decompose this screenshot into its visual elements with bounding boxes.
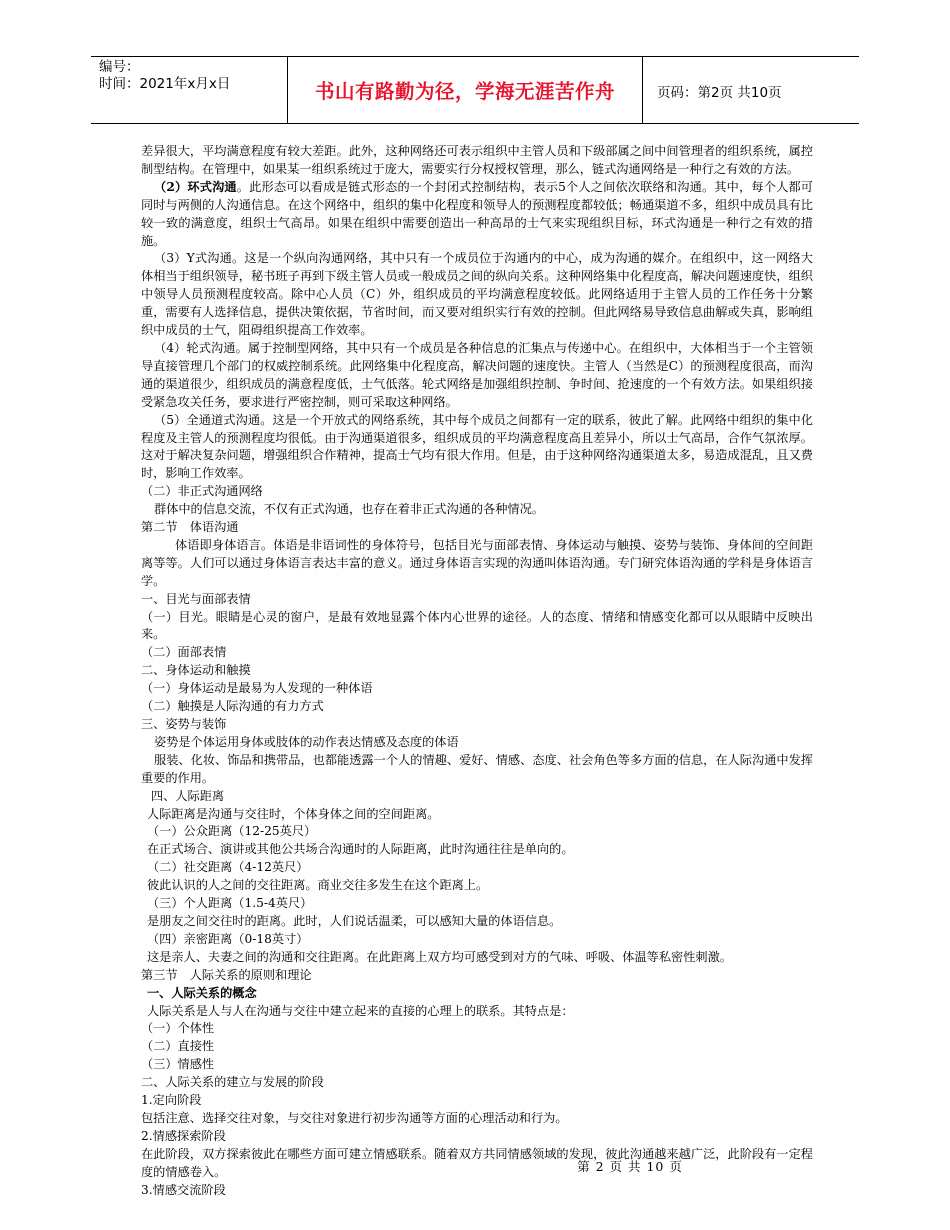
paragraph-text: （一）个体性: [141, 1021, 215, 1036]
paragraph-text: 群体中的信息交流，不仅有正式沟通，也存在着非正式沟通的各种情况。: [154, 502, 544, 517]
paragraph-text: 1.定向阶段: [141, 1093, 202, 1108]
paragraph-text: 二、人际关系的建立与发展的阶段: [141, 1075, 324, 1090]
body-paragraph: [141, 591, 813, 609]
body-paragraph: [141, 179, 813, 251]
paragraph-text: （三）情感性: [141, 1057, 215, 1072]
body-paragraph: [141, 823, 813, 841]
paragraph-lead: （2）环式沟通: [154, 179, 237, 194]
document-number-label: 编号：: [99, 59, 140, 75]
body-paragraph: [141, 734, 813, 752]
paragraph-text: 2.情感探索阶段: [141, 1128, 226, 1143]
paragraph-text: 在此阶段，双方探索彼此在哪些方面可建立情感联系。随着双方共同情感领域的发现，彼此沟通越来越广泛，此阶段有一定程度的情感卷入。: [141, 1146, 813, 1179]
body-paragraph: [141, 644, 813, 662]
body-paragraph: [141, 340, 813, 412]
body-paragraph: [141, 841, 813, 859]
body-paragraph: [141, 250, 813, 340]
paragraph-text: （一）目光。眼睛是心灵的窗户，是最有效地显露个体内心世界的途径。人的态度、情绪和情感变化都可以从眼睛中反映出来。: [141, 609, 813, 642]
paragraph-text: （二）直接性: [141, 1039, 215, 1054]
paragraph-text: 人际距离是沟通与交往时，个体身体之间的空间距离。: [147, 806, 440, 821]
body-paragraph: [141, 537, 813, 591]
body-paragraph: [141, 967, 813, 985]
paragraph-text: 人际关系是人与人在沟通与交往中建立起来的直接的心理上的联系。其特点是：: [147, 1003, 574, 1018]
body-paragraph: [141, 501, 813, 519]
body-paragraph: [141, 143, 813, 179]
body-paragraph: [141, 680, 813, 698]
body-paragraph: [141, 609, 813, 645]
body-paragraph: [141, 1003, 813, 1021]
body-paragraph: [141, 1110, 813, 1128]
paragraph-text: 彼此认识的人之间的交往距离。商业交往多发生在这个距离上。: [147, 878, 489, 893]
body-paragraph: [141, 913, 813, 931]
paragraph-text: 。此形态可以看成是链式形态的一个封闭式控制结构，表示5个人之间依次联络和沟通。其中，每个人都可同时与两侧的人沟通信息。在这个网络中，组织的集中化程度和领导人的预测程度都较低；畅通渠道不多，组织中成员具有比较一致的满意度，组织士气高昂。如果在组织中需要创造出一种高昂的士气来实现组织目标，环式沟通是一种行之有效的措施。: [141, 179, 813, 248]
body-paragraph: [141, 877, 813, 895]
paragraph-text: 第三节 人际关系的原则和理论: [141, 967, 312, 982]
body-paragraph: [141, 895, 813, 913]
paragraph-text: 包括注意、选择交往对象，与交往对象进行初步沟通等方面的心理活动和行为。: [141, 1110, 568, 1125]
body-paragraph: [141, 985, 813, 1003]
body-paragraph: [141, 1056, 813, 1074]
body-paragraph: [141, 662, 813, 680]
paragraph-text: 服装、化妆、饰品和携带品，也都能透露一个人的情趣、爱好、情感、态度、社会角色等多方面的信息，在人际沟通中发挥重要的作用。: [141, 752, 813, 785]
body-paragraph: [141, 1128, 813, 1146]
paragraph-text: 在正式场合、演讲或其他公共场合沟通时的人际距离，此时沟通往往是单向的。: [147, 842, 574, 857]
page-header: [91, 56, 859, 124]
body-paragraph: [141, 716, 813, 734]
paragraph-text: （二）触摸是人际沟通的有力方式: [141, 699, 324, 714]
paragraph-text: 第二节 体语沟通: [141, 520, 239, 535]
paragraph-text: 一、目光与面部表情: [141, 591, 251, 606]
body-paragraph: [141, 1092, 813, 1110]
body-paragraph: [141, 483, 813, 501]
body-paragraph: [141, 1038, 813, 1056]
body-paragraph: [141, 931, 813, 949]
body-paragraph: [141, 1074, 813, 1092]
paragraph-text: 二、身体运动和触摸: [141, 663, 251, 678]
body-paragraph: [141, 1020, 813, 1038]
body-paragraph: [141, 1146, 813, 1182]
body-paragraph: [141, 859, 813, 877]
body-paragraph: [141, 698, 813, 716]
body-paragraph: [141, 806, 813, 824]
body-paragraph: [141, 788, 813, 806]
paragraph-text: （5）全通道式沟通。这是一个开放式的网络系统，其中每个成员之间都有一定的联系，彼此了解。此网络中组织的集中化程度及主管人的预测程度均很低。由于沟通渠道很多，组织成员的平均满意程度高且差异小，所以士气高昂，合作气氛浓厚。这对于解决复杂问题，增强组织合作精神，提高士气均有很大作用。但是，由于这种网络沟通渠道太多，易造成混乱，且又费时，影响工作效率。: [141, 412, 813, 481]
paragraph-text: （三）个人距离（1.5-4英尺）: [147, 896, 313, 911]
paragraph-text: （3）Y式沟通。这是一个纵向沟通网络，其中只有一个成员位于沟通内的中心，成为沟通的媒介。在组织中，这一网络大体相当于组织领导，秘书班子再到下级主管人员或一般成员之间的纵向关系。这种网络集中化程度高，解决问题速度快，组织中领导人员预测程度较高。除中心人员（C）外，组织成员的平均满意程度较低。此网络适用于主管人员的工作任务十分繁重，需要有人选择信息，提供决策依据，节省时间，而又要对组织实行有效的控制。但此网络易导致信息曲解或失真，影响组织中成员的士气，阻碍组织提高工作效率。: [141, 251, 813, 338]
paragraph-text: 三、姿势与装饰: [141, 717, 227, 731]
document-time-label: 时间：2021年x月x日: [99, 76, 231, 92]
paragraph-text: （二）面部表情: [141, 645, 227, 660]
body-paragraph: [141, 519, 813, 537]
paragraph-text: （一）身体运动是最易为人发现的一种体语: [141, 681, 373, 696]
paragraph-text: 差异很大，平均满意程度有较大差距。此外，这种网络还可表示组织中主管人员和下级部属之间中间管理者的组织系统，属控制型结构。在管理中，如果某一组织系统过于庞大，需要实行分权授权管理，那么，链式沟通网络是一种行之有效的方法。: [141, 144, 813, 176]
body-paragraph: [141, 1182, 813, 1200]
header-page-info: 页码：第2页 共10页: [657, 85, 782, 101]
paragraph-text: 体语即身体语言。体语是非语词性的身体符号，包括目光与面部表情、身体运动与触摸、姿势与装饰、身体间的空间距离等等。人们可以通过身体语言表达丰富的意义。通过身体语言实现的沟通叫体语沟通。专门研究体语沟通的学科是身体语言学。: [141, 537, 813, 588]
paragraph-text: 这是亲人、夫妻之间的沟通和交往距离。在此距离上双方均可感受到对方的气味、呼吸、体温等私密性刺激。: [147, 949, 732, 964]
paragraph-text: 是朋友之间交往时的距离。此时，人们说话温柔，可以感知大量的体语信息。: [147, 913, 562, 928]
paragraph-text: 四、人际距离: [151, 788, 225, 803]
paragraph-text: （二）社交距离（4-12英尺）: [147, 860, 309, 875]
paragraph-text: （二）非正式沟通网络: [141, 484, 263, 499]
header-meta: [99, 59, 287, 93]
paragraph-text: （4）轮式沟通。属于控制型网络，其中只有一个成员是各种信息的汇集点与传递中心。在组织中，大体相当于一个主管领导直接管理几个部门的权威控制系统。此网络集中化程度高，解决问题的速度快。主管人（当然是C）的预测程度很高，而沟通的渠道很少，组织成员的满意程度低，士气低落。轮式网络是加强组织控制、争时间、抢速度的一个有效方法。如果组织接受紧急攻关任务，要求进行严密控制，则可采取这种网络。: [141, 340, 813, 409]
page-footer: 第 2 页 共 10 页: [577, 1159, 683, 1174]
body-paragraph: [141, 752, 813, 788]
paragraph-text: 一、人际关系的概念: [147, 985, 257, 1000]
paragraph-text: 姿势是个体运用身体或肢体的动作表达情感及态度的体语: [154, 734, 459, 749]
document-body: [141, 143, 813, 1199]
body-paragraph: [141, 412, 813, 484]
body-paragraph: [141, 949, 813, 967]
header-motto: 书山有路勤为径，学海无涯苦作舟: [287, 57, 643, 123]
paragraph-text: 3.情感交流阶段: [141, 1182, 226, 1197]
paragraph-text: （一）公众距离（12-25英尺）: [147, 824, 317, 839]
paragraph-text: （四）亲密距离（0-18英寸）: [147, 931, 309, 946]
